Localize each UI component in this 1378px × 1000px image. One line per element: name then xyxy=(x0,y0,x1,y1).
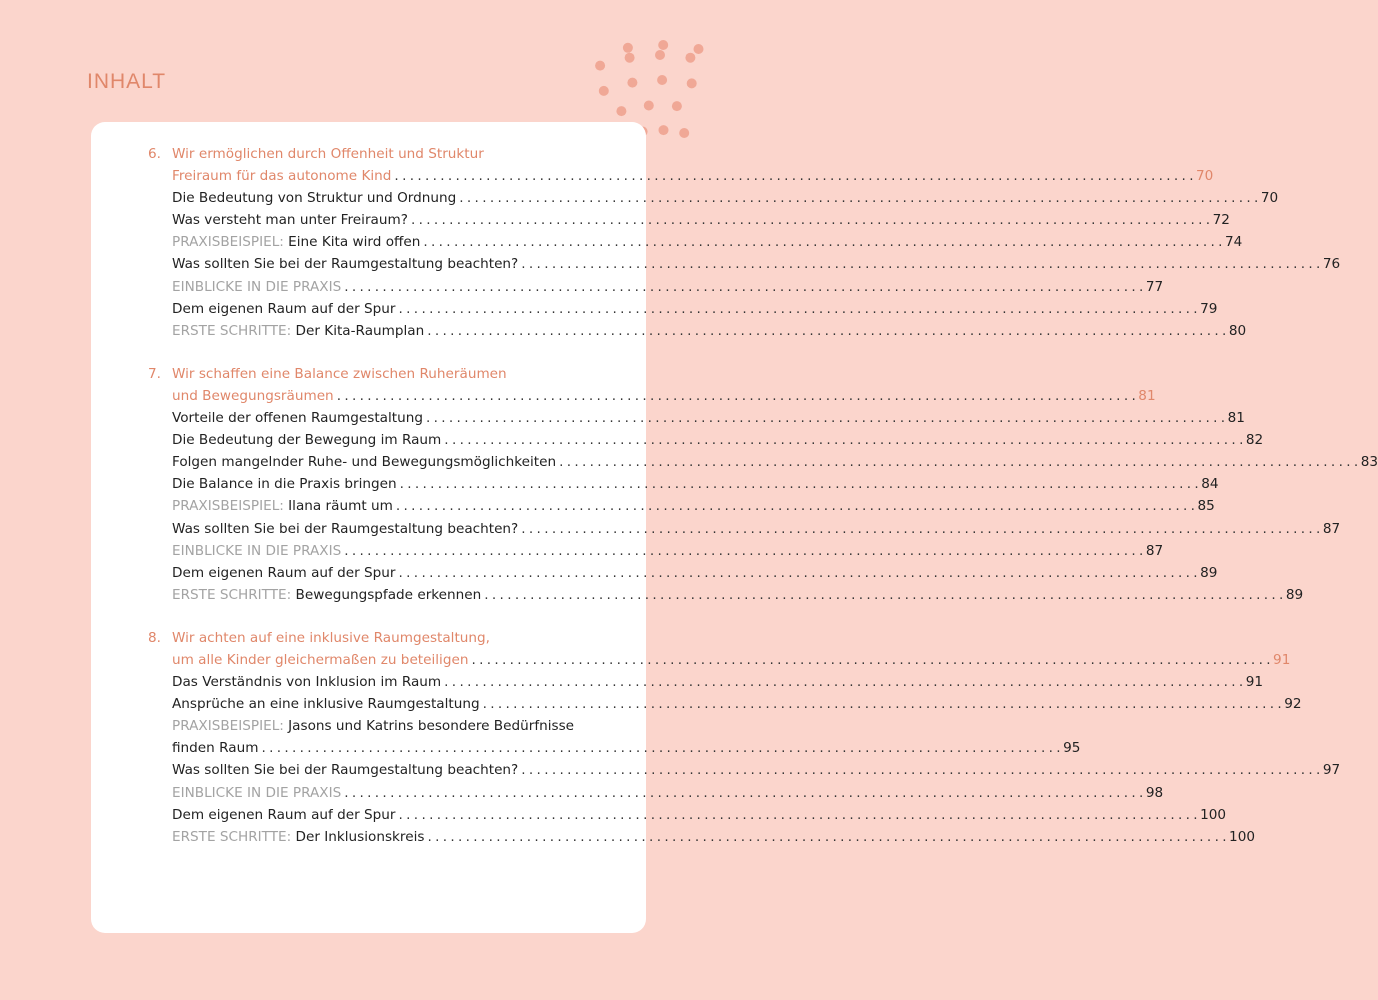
toc-entry[interactable] xyxy=(148,454,1378,476)
toc-entry[interactable] xyxy=(148,300,1218,323)
entry-text: Dem eigenen Raum auf der Spur xyxy=(172,806,396,823)
entry-text: Eine Kita wird offen xyxy=(288,234,421,251)
page-number: 76 xyxy=(1322,256,1341,273)
decorative-dot xyxy=(627,78,637,88)
dot-leader xyxy=(341,785,1146,801)
entry-title xyxy=(172,323,424,339)
entry-title xyxy=(172,521,518,537)
chapter-number: 7. xyxy=(148,365,161,382)
toc-section xyxy=(148,365,1378,609)
toc-entry[interactable] xyxy=(148,498,1215,520)
entry-title xyxy=(172,234,420,250)
toc-entry[interactable] xyxy=(148,322,1247,345)
entry-title xyxy=(172,696,480,712)
entry-title xyxy=(172,829,424,845)
page-number: 85 xyxy=(1197,498,1215,515)
decorative-dot xyxy=(623,43,633,53)
entry-text: Die Balance in die Praxis bringen xyxy=(172,476,397,493)
entry-text: Was sollten Sie bei der Raumgestaltung beachten? xyxy=(172,762,519,779)
page-number: 91 xyxy=(1273,651,1291,668)
table-of-contents xyxy=(148,146,1378,872)
entry-title xyxy=(172,301,396,317)
decorative-dot xyxy=(685,53,695,63)
entry-title xyxy=(172,476,397,492)
dot-leader xyxy=(393,498,1198,514)
dot-leader xyxy=(391,168,1196,184)
page-number: 79 xyxy=(1200,300,1218,317)
toc-chapter-heading[interactable] xyxy=(148,146,612,168)
chapter-title: Wir schaffen eine Balance zwischen Ruheräumen xyxy=(172,365,507,382)
entry-category-label: EINBLICKE IN DIE PRAXIS xyxy=(172,784,342,801)
decorative-dot xyxy=(694,44,704,54)
entry-category-label: PRAXISBEISPIEL: xyxy=(172,718,284,735)
entry-text: Dem eigenen Raum auf der Spur xyxy=(172,300,396,317)
dot-leader xyxy=(424,323,1229,339)
page-number: 87 xyxy=(1322,520,1341,537)
entry-title xyxy=(172,587,481,603)
chapter-title: um alle Kinder gleichermaßen zu beteiligen xyxy=(172,651,469,668)
toc-entry[interactable] xyxy=(148,278,1164,301)
page-number: 87 xyxy=(1145,542,1164,559)
dot-leader xyxy=(258,740,1063,756)
toc-entry[interactable] xyxy=(148,234,1243,256)
toc-entry[interactable] xyxy=(148,762,1341,784)
decorative-dot xyxy=(679,128,689,138)
toc-chapter-heading[interactable] xyxy=(148,387,1156,410)
decorative-dot xyxy=(599,86,609,96)
toc-entry[interactable] xyxy=(148,696,1302,718)
entry-title xyxy=(172,543,341,559)
dot-leader xyxy=(481,587,1286,603)
entry-title xyxy=(172,279,341,295)
entry-text: Was sollten Sie bei der Raumgestaltung beachten? xyxy=(172,256,519,273)
dot-leader xyxy=(396,565,1201,581)
toc-entry[interactable] xyxy=(148,542,1164,565)
page-number: 84 xyxy=(1201,476,1219,493)
entry-category-label: EINBLICKE IN DIE PRAXIS xyxy=(172,542,342,559)
entry-title xyxy=(172,410,423,426)
toc-chapter-heading[interactable] xyxy=(148,630,612,652)
toc-section xyxy=(148,146,1341,345)
page-number: 81 xyxy=(1227,410,1245,427)
page-number: 97 xyxy=(1322,762,1341,779)
toc-entry[interactable] xyxy=(148,828,1255,851)
chapter-title: Wir achten auf eine inklusive Raumgestaltung, xyxy=(172,629,490,646)
toc-entry[interactable] xyxy=(148,190,1279,212)
toc-entry[interactable] xyxy=(148,564,1218,587)
dot-leader xyxy=(423,410,1228,426)
decorative-dot xyxy=(625,53,635,63)
entry-title xyxy=(172,740,258,756)
page-number: 81 xyxy=(1138,387,1156,404)
dot-leader xyxy=(341,279,1146,295)
entry-text: finden Raum xyxy=(172,740,259,757)
chapter-title: und Bewegungsräumen xyxy=(172,387,334,404)
toc-entry[interactable] xyxy=(148,476,1219,498)
toc-entry[interactable] xyxy=(148,432,1264,454)
toc-entry[interactable] xyxy=(148,718,612,740)
chapter-number: 6. xyxy=(148,146,161,162)
dot-leader xyxy=(456,190,1261,206)
chapter-title: Wir ermöglichen durch Offenheit und Struktur xyxy=(172,146,484,162)
entry-text: Folgen mangelnder Ruhe- und Bewegungsmöglichkeiten xyxy=(172,454,557,471)
decorative-dot xyxy=(672,101,682,111)
page-number: 98 xyxy=(1145,784,1164,801)
dot-leader xyxy=(424,829,1229,845)
entry-text: Das Verständnis von Inklusion im Raum xyxy=(172,674,442,691)
entry-text: Dem eigenen Raum auf der Spur xyxy=(172,564,396,581)
page-number: 77 xyxy=(1145,278,1164,295)
page-number: 82 xyxy=(1245,432,1264,449)
toc-entry[interactable] xyxy=(148,410,1245,432)
entry-title xyxy=(172,190,456,206)
toc-entry[interactable] xyxy=(148,806,1227,829)
entry-category-label: ERSTE SCHRITTE: xyxy=(172,322,292,339)
toc-section xyxy=(148,629,1341,851)
entry-title xyxy=(172,212,408,228)
entry-title xyxy=(172,674,441,690)
entry-text: Ansprüche an eine inklusive Raumgestaltung xyxy=(172,696,480,713)
entry-category-label: EINBLICKE IN DIE PRAXIS xyxy=(172,278,342,295)
entry-title xyxy=(172,807,396,823)
entry-title xyxy=(172,256,518,272)
toc-entry[interactable] xyxy=(148,784,1164,807)
entry-title xyxy=(172,785,341,801)
decorative-dot xyxy=(595,61,605,71)
page-number: 72 xyxy=(1212,212,1230,229)
entry-text: Jasons und Katrins besondere Bedürfnisse xyxy=(288,718,575,735)
entry-title xyxy=(172,718,574,734)
decorative-dot xyxy=(657,75,667,85)
dot-leader xyxy=(441,674,1246,690)
entry-title xyxy=(172,498,393,514)
entry-category-label: ERSTE SCHRITTE: xyxy=(172,828,292,845)
entry-text: Was sollten Sie bei der Raumgestaltung beachten? xyxy=(172,520,519,537)
toc-chapter-heading[interactable] xyxy=(148,366,612,388)
page-number: 70 xyxy=(1196,168,1214,185)
entry-text: Was versteht man unter Freiraum? xyxy=(172,212,408,229)
dot-leader xyxy=(556,454,1361,470)
dot-leader xyxy=(441,432,1246,448)
chapter-title: Freiraum für das autonome Kind xyxy=(172,168,392,185)
toc-chapter-heading[interactable] xyxy=(148,168,1214,190)
decorative-dot xyxy=(687,78,697,88)
entry-text: Der Inklusionskreis xyxy=(295,828,425,845)
dot-leader xyxy=(396,301,1201,317)
page-number: 74 xyxy=(1224,234,1243,251)
entry-category-label: PRAXISBEISPIEL: xyxy=(172,498,284,515)
dot-leader xyxy=(334,388,1139,404)
entry-text: Vorteile der offenen Raumgestaltung xyxy=(172,410,423,427)
dot-leader xyxy=(341,543,1146,559)
decorative-dot xyxy=(644,101,654,111)
dot-leader xyxy=(518,521,1323,537)
entry-text: Ilana räumt um xyxy=(288,498,393,515)
page-title: INHALT xyxy=(87,70,167,93)
entry-category-label: PRAXISBEISPIEL: xyxy=(172,234,284,251)
toc-entry[interactable] xyxy=(148,740,1081,762)
entry-text: Die Bedeutung von Struktur und Ordnung xyxy=(172,190,457,207)
page-number: 83 xyxy=(1360,454,1378,471)
toc-entry[interactable] xyxy=(148,520,1341,543)
entry-text: Die Bedeutung der Bewegung im Raum xyxy=(172,432,442,449)
decorative-dot xyxy=(616,106,626,116)
page-number: 92 xyxy=(1284,696,1302,713)
toc-chapter-heading[interactable] xyxy=(148,651,1291,674)
page-number: 70 xyxy=(1260,190,1279,207)
dot-leader xyxy=(397,476,1202,492)
page-number: 95 xyxy=(1063,740,1081,757)
entry-title xyxy=(172,454,556,470)
toc-entry[interactable] xyxy=(148,674,1264,696)
entry-title xyxy=(172,762,518,778)
page-number: 80 xyxy=(1228,322,1247,339)
decorative-dot xyxy=(658,40,668,50)
entry-text: Bewegungspfade erkennen xyxy=(295,586,482,603)
page-number: 91 xyxy=(1245,674,1264,691)
dot-leader xyxy=(518,256,1323,272)
toc-entry[interactable] xyxy=(148,212,1230,234)
dot-leader xyxy=(420,234,1225,250)
entry-text: Der Kita-Raumplan xyxy=(295,322,425,339)
page-number: 100 xyxy=(1200,806,1227,823)
page-number: 89 xyxy=(1285,586,1304,603)
dot-leader xyxy=(468,652,1273,668)
decorative-dot xyxy=(659,125,669,135)
dot-leader xyxy=(480,696,1285,712)
dot-leader xyxy=(396,807,1201,823)
decorative-dot xyxy=(655,50,665,60)
dot-leader xyxy=(408,212,1213,228)
entry-category-label: ERSTE SCHRITTE: xyxy=(172,586,292,603)
entry-title xyxy=(172,432,441,448)
toc-entry[interactable] xyxy=(148,256,1341,278)
page-number: 100 xyxy=(1229,828,1255,845)
page-number: 89 xyxy=(1200,564,1218,581)
entry-title xyxy=(172,565,396,581)
chapter-number: 8. xyxy=(148,629,161,646)
dot-leader xyxy=(518,762,1323,778)
toc-entry[interactable] xyxy=(148,586,1304,609)
